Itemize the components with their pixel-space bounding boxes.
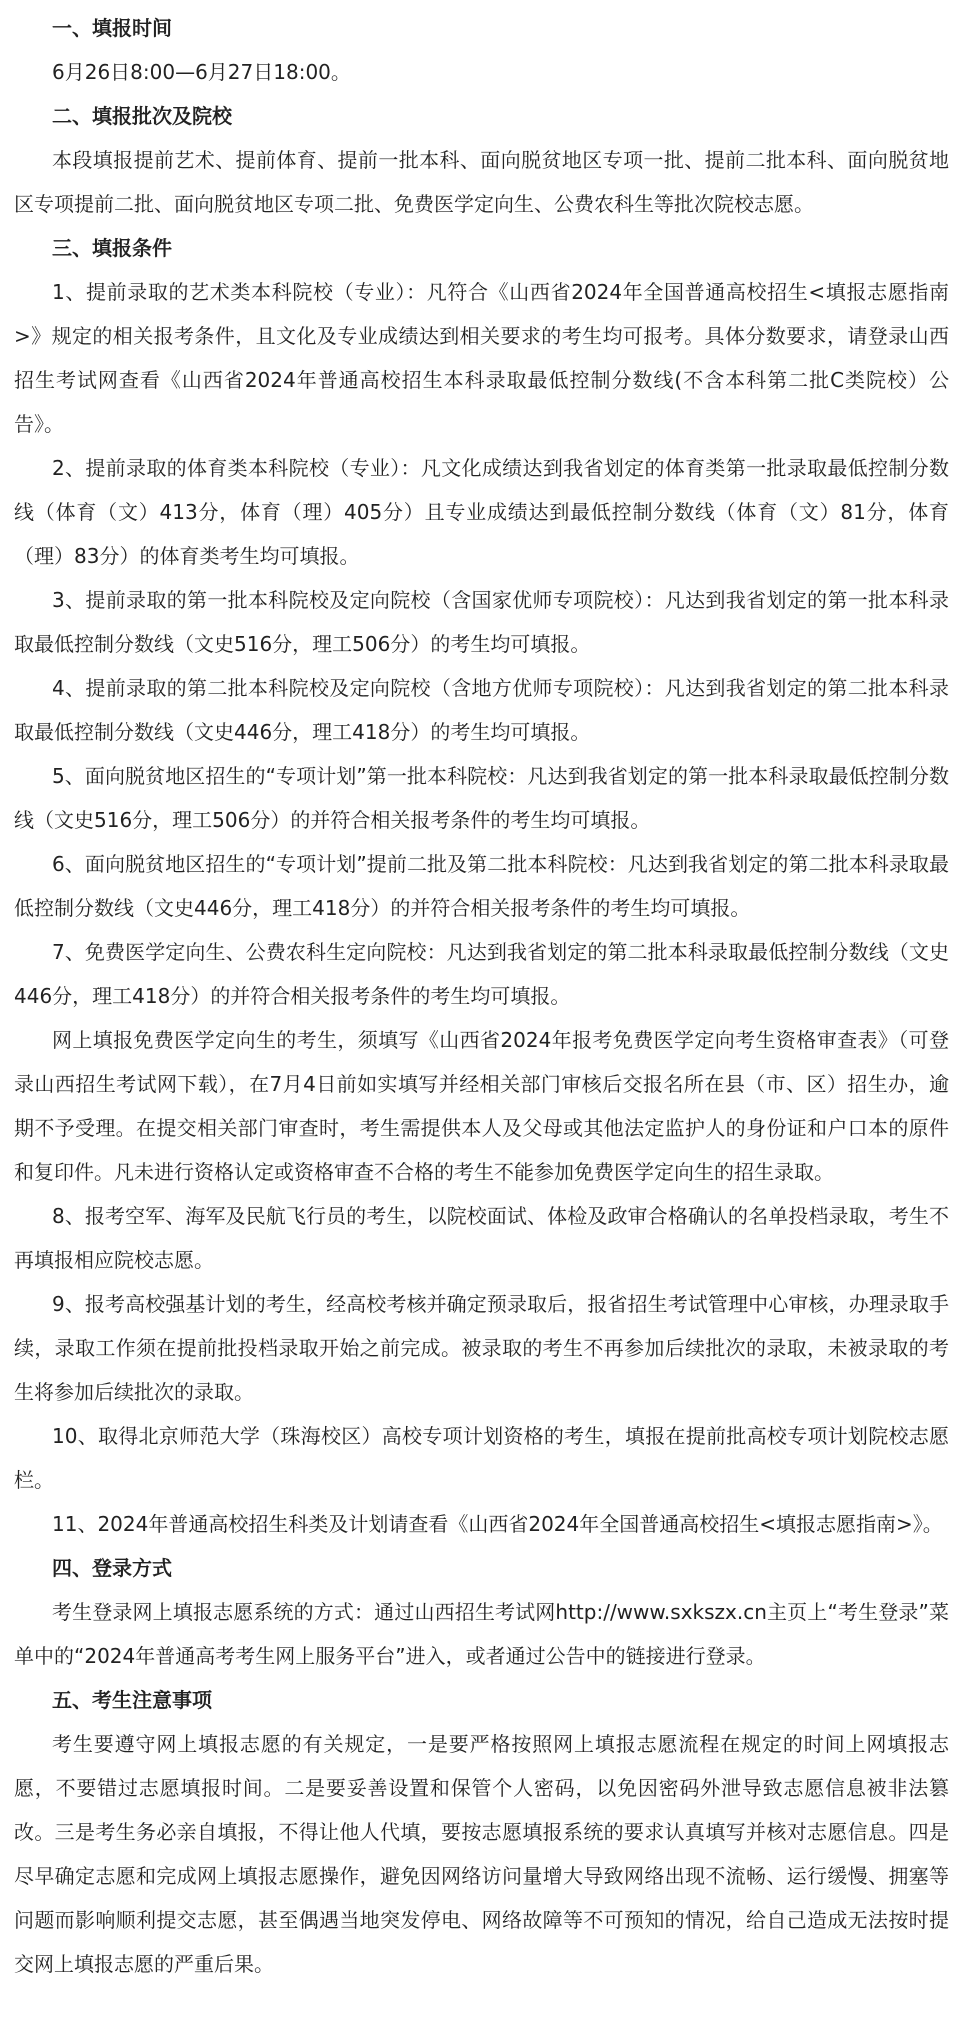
paragraph-condition-3: 3、提前录取的第一批本科院校及定向院校（含国家优师专项院校）：凡达到我省划定的第一批本科录取最低控制分数线（文史516分，理工506分）的考生均可填报。 xyxy=(14,588,949,656)
paragraph-condition-10: 10、取得北京师范大学（珠海校区）高校专项计划资格的考生，填报在提前批高校专项计划院校志愿栏。 xyxy=(14,1424,949,1492)
section-heading-conditions: 三、填报条件 xyxy=(52,236,172,260)
paragraph-login: 考生登录网上填报志愿系统的方式：通过山西招生考试网http://www.sxkszx.cn主页上“考生登录”菜单中的“2024年普通高考考生网上服务平台”进入，或者通过公告中的链接进行登录。 xyxy=(14,1600,949,1668)
section-heading-notes: 五、考生注意事项 xyxy=(52,1688,212,1712)
paragraph-notes: 考生要遵守网上填报志愿的有关规定，一是要严格按照网上填报志愿流程在规定的时间上网填报志愿，不要错过志愿填报时间。二是要妥善设置和保管个人密码，以免因密码外泄导致志愿信息被非法篡改。三是考生务必亲自填报，不得让他人代填，要按志愿填报系统的要求认真填写并核对志愿信息。四是尽早确定志愿和完成网上填报志愿操作，避免因网络访问量增大导致网络出现不流畅、运行缓慢、拥塞等问题而影响顺利提交志愿，甚至偶遇当地突发停电、网络故障等不可预知的情况，给自己造成无法按时提交网上填报志愿的严重后果。 xyxy=(14,1732,949,1976)
paragraph-condition-11: 11、2024年普通高校招生科类及计划请查看《山西省2024年全国普通高校招生<填报志愿指南>》。 xyxy=(52,1512,943,1536)
paragraph-condition-7: 7、免费医学定向生、公费农科生定向院校：凡达到我省划定的第二批本科录取最低控制分数线（文史446分，理工418分）的并符合相关报考条件的考生均可填报。 xyxy=(14,940,949,1008)
paragraph-condition-2: 2、提前录取的体育类本科院校（专业）：凡文化成绩达到我省划定的体育类第一批录取最低控制分数线（体育（文）413分，体育（理）405分）且专业成绩达到最低控制分数线（体育（文）81分，体育（理）83分）的体育类考生均可填报。 xyxy=(14,456,949,568)
section-heading-login: 四、登录方式 xyxy=(52,1556,172,1580)
paragraph-condition-9: 9、报考高校强基计划的考生，经高校考核并确定预录取后，报省招生考试管理中心审核，办理录取手续，录取工作须在提前批投档录取开始之前完成。被录取的考生不再参加后续批次的录取，未被录取的考生将参加后续批次的录取。 xyxy=(14,1292,949,1404)
paragraph-time: 6月26日8:00—6月27日18:00。 xyxy=(52,60,351,84)
paragraph-condition-1: 1、提前录取的艺术类本科院校（专业）：凡符合《山西省2024年全国普通高校招生<填报志愿指南>》规定的相关报考条件，且文化及专业成绩达到相关要求的考生均可报考。具体分数要求，请登录山西招生考试网查看《山西省2024年普通高校招生本科录取最低控制分数线(不含本科第二批C类院校）公告》。 xyxy=(14,280,949,436)
paragraph-condition-8: 8、报考空军、海军及民航飞行员的考生，以院校面试、体检及政审合格确认的名单投档录取，考生不再填报相应院校志愿。 xyxy=(14,1204,949,1272)
paragraph-medical-note: 网上填报免费医学定向生的考生，须填写《山西省2024年报考免费医学定向考生资格审查表》（可登录山西招生考试网下载），在7月4日前如实填写并经相关部门审核后交报名所在县（市、区）招生办，逾期不予受理。在提交相关部门审查时，考生需提供本人及父母或其他法定监护人的身份证和户口本的原件和复印件。凡未进行资格认定或资格审查不合格的考生不能参加免费医学定向生的招生录取。 xyxy=(14,1028,949,1184)
paragraph-batches: 本段填报提前艺术、提前体育、提前一批本科、面向脱贫地区专项一批、提前二批本科、面向脱贫地区专项提前二批、面向脱贫地区专项二批、免费医学定向生、公费农科生等批次院校志愿。 xyxy=(14,148,949,216)
paragraph-condition-4: 4、提前录取的第二批本科院校及定向院校（含地方优师专项院校）：凡达到我省划定的第二批本科录取最低控制分数线（文史446分，理工418分）的考生均可填报。 xyxy=(14,676,949,744)
section-heading-time: 一、填报时间 xyxy=(52,16,172,40)
section-heading-batches: 二、填报批次及院校 xyxy=(52,104,232,128)
paragraph-condition-5: 5、面向脱贫地区招生的“专项计划”第一批本科院校：凡达到我省划定的第一批本科录取最低控制分数线（文史516分，理工506分）的并符合相关报考条件的考生均可填报。 xyxy=(14,764,949,832)
paragraph-condition-6: 6、面向脱贫地区招生的“专项计划”提前二批及第二批本科院校：凡达到我省划定的第二批本科录取最低控制分数线（文史446分，理工418分）的并符合相关报考条件的考生均可填报。 xyxy=(14,852,949,920)
